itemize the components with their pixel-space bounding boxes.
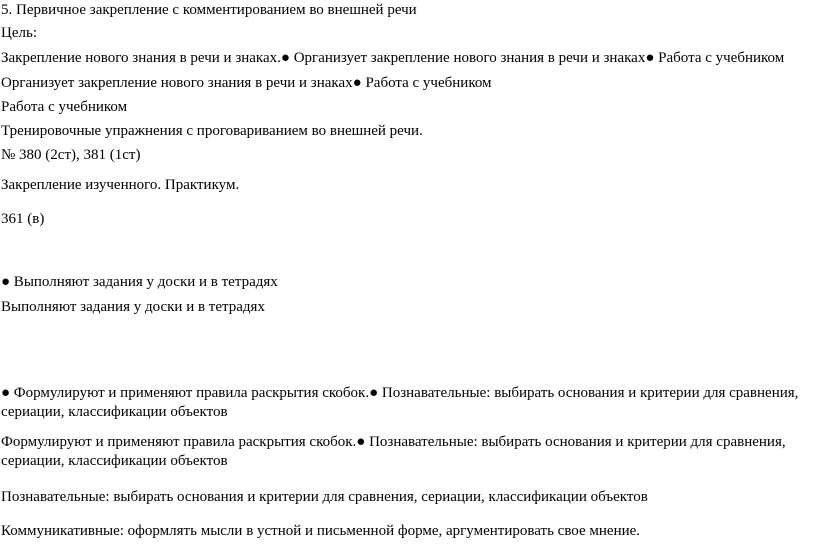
goal-label: Цель: (1, 25, 37, 41)
text-line-do-tasks: Выполняют задания у доски и в тетрадях (1, 299, 265, 315)
text-line-organizes: Организует закрепление нового знания в речи и знаках● Работа с учебником (1, 75, 492, 91)
paragraph-formulate: Формулируют и применяют правила раскрытия скобок.● Познавательные: выбирать основания и критерии для сравнения, сериации, классификации объектов (1, 434, 786, 469)
text-line-communicative: Коммуникативные: оформлять мысли в устной и письменной форме, аргументировать свое мнение. (1, 523, 641, 539)
text-line-textbook: Работа с учебником (1, 99, 128, 115)
text-line-cognitive: Познавательные: выбирать основания и критерии для сравнения, сериации, классификации объектов (1, 489, 648, 505)
text-line-consolidation: Закрепление нового знания в речи и знаках.● Организует закрепление нового знания в речи и знаках● Работа с учебником (1, 50, 785, 66)
section-heading: 5. Первичное закрепление с комментированием во внешней речи (1, 2, 417, 18)
text-line-exercises: Тренировочные упражнения с проговариванием во внешней речи. (1, 123, 423, 139)
text-line-practicum: Закрепление изученного. Практикум. (1, 177, 240, 193)
text-line-task-361: 361 (в) (1, 211, 45, 227)
bullet-paragraph-formulate: ● Формулируют и применяют правила раскрытия скобок.● Познавательные: выбирать основания и критерии для сравнения, сериации, классификации объектов (1, 385, 799, 420)
bullet-line-do-tasks: ● Выполняют задания у доски и в тетрадях (1, 274, 278, 290)
text-line-task-numbers: № 380 (2ст), 381 (1ст) (1, 147, 141, 163)
